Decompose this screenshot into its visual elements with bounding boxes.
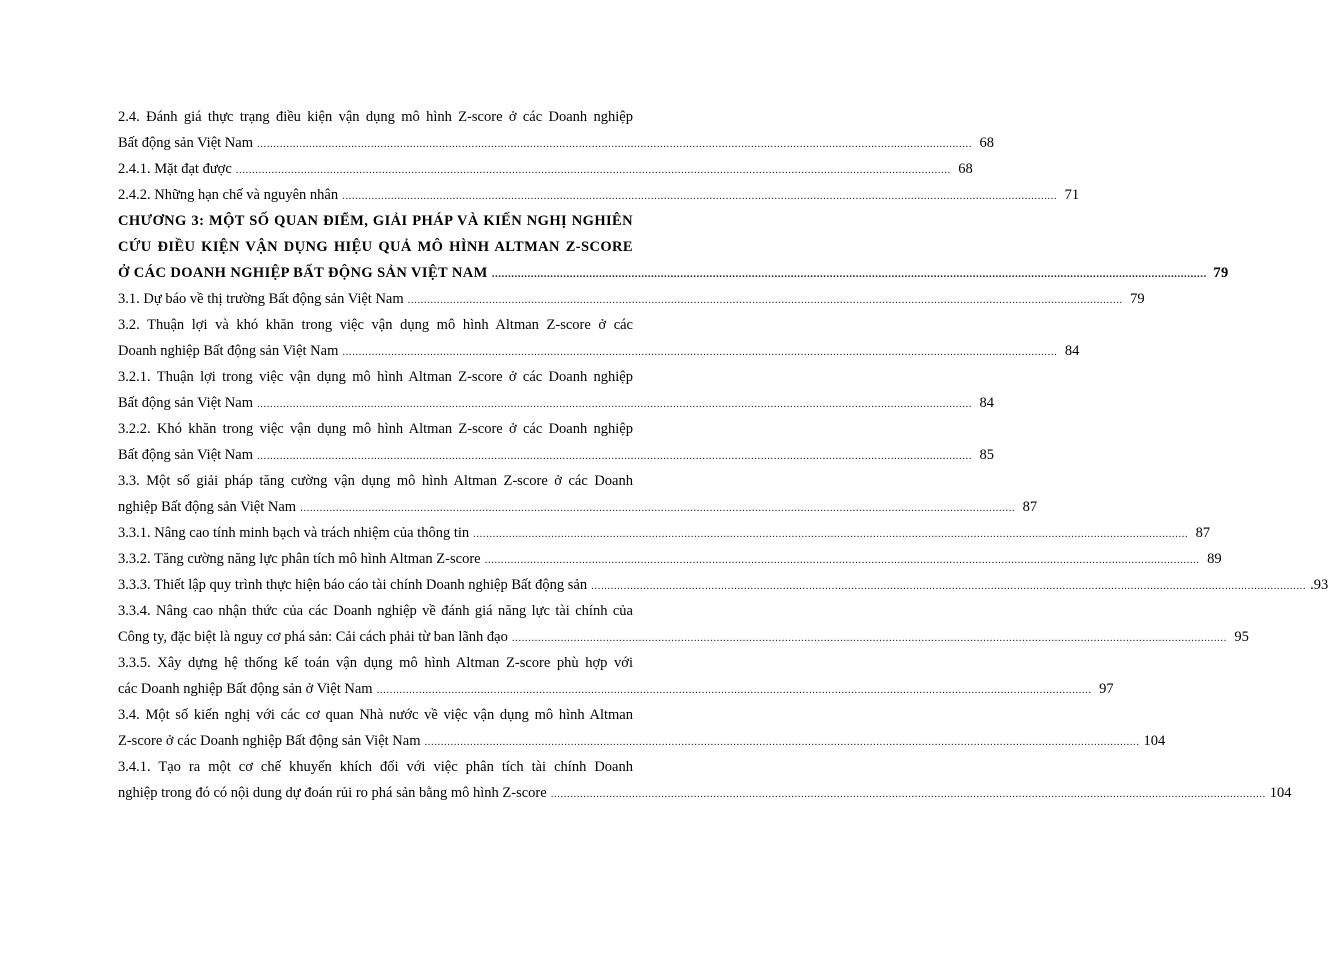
dot-leader: ............................................................................................................................................................................................................................ [235, 164, 951, 176]
toc-entry-line [118, 338, 1080, 364]
toc-entry-text: Bất động sản Việt Nam [118, 395, 253, 411]
toc-entry[interactable] [118, 598, 1249, 650]
toc-page-number: 84 [979, 395, 994, 411]
toc-entry-text: nghiệp Bất động sản Việt Nam [118, 499, 297, 515]
toc-entry-text: 3.3.5. Xây dựng hệ thống kế toán vận dụng mô hình Altman Z-score phù hợp với [118, 655, 633, 671]
dot-leader: ............................................................................................................................................................................................................................ [256, 398, 972, 410]
toc-entry[interactable] [118, 520, 1211, 546]
toc-entry-line [118, 182, 1080, 208]
toc-entry-line [118, 234, 633, 260]
toc-entry-line [118, 260, 1229, 286]
toc-page-number: 97 [1099, 681, 1114, 697]
dot-leader: ............................................................................................................................................................................................................................ [511, 632, 1227, 644]
toc-entry-text: 3.3.2. Tăng cường năng lực phân tích mô hình Altman Z-score [118, 551, 481, 567]
toc-entry-text: Công ty, đặc biệt là nguy cơ phá sản: Cải cách phải từ ban lãnh đạo [118, 629, 508, 645]
dot-leader: ............................................................................................................................................................................................................................ [342, 346, 1058, 358]
toc-page-number: 79 [1213, 265, 1229, 281]
toc-entry[interactable] [118, 104, 994, 156]
toc-page-number: 87 [1022, 499, 1038, 515]
toc-entry-line [118, 572, 1328, 598]
toc-page-number: 95 [1234, 629, 1249, 645]
toc-entry[interactable] [118, 182, 1080, 208]
toc-entry[interactable] [118, 754, 1292, 806]
toc-entry-text: 3.3. Một số giải pháp tăng cường vận dụng mô hình Altman Z-score ở các Doanh [118, 473, 633, 489]
toc-entry-line [118, 754, 633, 780]
toc-page-number: 68 [979, 135, 994, 151]
toc-entry-line [118, 598, 633, 624]
toc-page-number: 68 [958, 161, 973, 177]
toc-entry-line [118, 442, 994, 468]
toc-entry-text: 2.4.2. Những hạn chế và nguyên nhân [118, 187, 339, 203]
dot-leader: ............................................................................................................................................................................................................................ [484, 554, 1200, 566]
toc-entry-line [118, 390, 994, 416]
toc-page-number: 71 [1064, 187, 1080, 203]
toc-entry-text: CỨU ĐIỀU KIỆN VẬN DỤNG HIỆU QUẢ MÔ HÌNH ALTMAN Z-SCORE [118, 239, 633, 255]
dot-leader: ............................................................................................................................................................................................................................ [491, 268, 1207, 280]
toc-entry-text: Bất động sản Việt Nam [118, 447, 253, 463]
toc-entry[interactable] [118, 416, 994, 468]
toc-entry[interactable] [118, 286, 1145, 312]
toc-entry-line [118, 286, 1145, 312]
dot-leader: ............................................................................................................................................................................................................................ [300, 502, 1016, 514]
toc-entry-text: Z-score ở các Doanh nghiệp Bất động sản Việt Nam [118, 733, 421, 749]
toc-entry[interactable] [118, 702, 1166, 754]
toc-page-number: 87 [1195, 525, 1211, 541]
toc-entry-text: 3.3.4. Nâng cao nhận thức của các Doanh nghiệp về đánh giá năng lực tài chính của [118, 603, 633, 619]
dot-leader: ............................................................................................................................................................................................................................ [376, 684, 1092, 696]
toc-entry-line [118, 104, 633, 130]
toc-entry-line [118, 130, 994, 156]
dot-leader: ............................................................................................................................................................................................................................ [407, 294, 1123, 306]
toc-entry-line [118, 702, 633, 728]
toc-entry-text: 3.3.3. Thiết lập quy trình thực hiện báo cáo tài chính Doanh nghiệp Bất động sản [118, 577, 588, 593]
toc-page-number: .93 [1310, 577, 1328, 593]
dot-leader: ............................................................................................................................................................................................................................ [550, 788, 1266, 800]
dot-leader: ............................................................................................................................................................................................................................ [256, 450, 972, 462]
toc-entry[interactable] [118, 364, 994, 416]
toc-entry-text: các Doanh nghiệp Bất động sản ở Việt Nam [118, 681, 373, 697]
toc-entry-text: Bất động sản Việt Nam [118, 135, 253, 151]
dot-leader: ............................................................................................................................................................................................................................ [473, 528, 1189, 540]
toc-entry-text: Ở CÁC DOANH NGHIỆP BẤT ĐỘNG SẢN VIỆT NAM [118, 265, 488, 281]
toc-page-number: 89 [1207, 551, 1222, 567]
toc-entry[interactable] [118, 312, 1080, 364]
toc-page-number: 79 [1130, 291, 1145, 307]
toc-entry-text: 3.2.2. Khó khăn trong việc vận dụng mô hình Altman Z-score ở các Doanh nghiệp [118, 421, 633, 437]
toc-entry[interactable] [118, 572, 1328, 598]
toc-entry-line [118, 676, 1114, 702]
toc-entry-line [118, 520, 1211, 546]
dot-leader: ............................................................................................................................................................................................................................ [256, 138, 972, 150]
toc-entry-text: nghiệp trong đó có nội dung dự đoán rủi ro phá sản bằng mô hình Z-score [118, 785, 547, 801]
toc-entry[interactable] [118, 468, 1038, 520]
toc-entry-text: 2.4.1. Mặt đạt được [118, 161, 232, 177]
dot-leader: ............................................................................................................................................................................................................................ [591, 580, 1307, 592]
toc-entry-text: Doanh nghiệp Bất động sản Việt Nam [118, 343, 339, 359]
toc-entry-text: CHƯƠNG 3: MỘT SỐ QUAN ĐIỂM, GIẢI PHÁP VÀ KIẾN NGHỊ NGHIÊN [118, 213, 633, 229]
toc-page-number: 104 [1143, 733, 1166, 749]
toc-entry-text: 3.1. Dự báo về thị trường Bất động sản Việt Nam [118, 291, 404, 307]
toc-entry-line [118, 364, 633, 390]
toc-entry-line [118, 416, 633, 442]
toc-entry-line [118, 156, 973, 182]
toc-entry-line [118, 208, 633, 234]
toc-entry-line [118, 468, 633, 494]
table-of-contents [118, 104, 1328, 806]
toc-entry[interactable] [118, 208, 1229, 286]
toc-entry-line [118, 494, 1038, 520]
toc-entry-text: 3.4.1. Tạo ra một cơ chế khuyến khích đối với việc phân tích tài chính Doanh [118, 759, 633, 775]
toc-entry-line [118, 780, 1292, 806]
toc-entry-text: 3.4. Một số kiến nghị với các cơ quan Nhà nước về việc vận dụng mô hình Altman [118, 707, 633, 723]
toc-entry-line [118, 546, 1222, 572]
dot-leader: ............................................................................................................................................................................................................................ [342, 190, 1058, 202]
toc-entry-text: 3.2. Thuận lợi và khó khăn trong việc vận dụng mô hình Altman Z-score ở các [118, 317, 633, 333]
toc-page-number: 104 [1269, 785, 1292, 801]
toc-entry[interactable] [118, 156, 973, 182]
toc-entry-text: 3.2.1. Thuận lợi trong việc vận dụng mô hình Altman Z-score ở các Doanh nghiệp [118, 369, 633, 385]
toc-entry-line [118, 624, 1249, 650]
toc-page-number: 84 [1064, 343, 1080, 359]
toc-entry-line [118, 728, 1166, 754]
toc-entry-text: 3.3.1. Nâng cao tính minh bạch và trách nhiệm của thông tin [118, 525, 470, 541]
toc-entry[interactable] [118, 546, 1222, 572]
toc-page-number: 85 [979, 447, 994, 463]
toc-entry[interactable] [118, 650, 1114, 702]
toc-entry-line [118, 312, 633, 338]
dot-leader: ............................................................................................................................................................................................................................ [424, 736, 1140, 748]
toc-entry-line [118, 650, 633, 676]
toc-entry-text: 2.4. Đánh giá thực trạng điều kiện vận dụng mô hình Z-score ở các Doanh nghiệp [118, 109, 633, 125]
